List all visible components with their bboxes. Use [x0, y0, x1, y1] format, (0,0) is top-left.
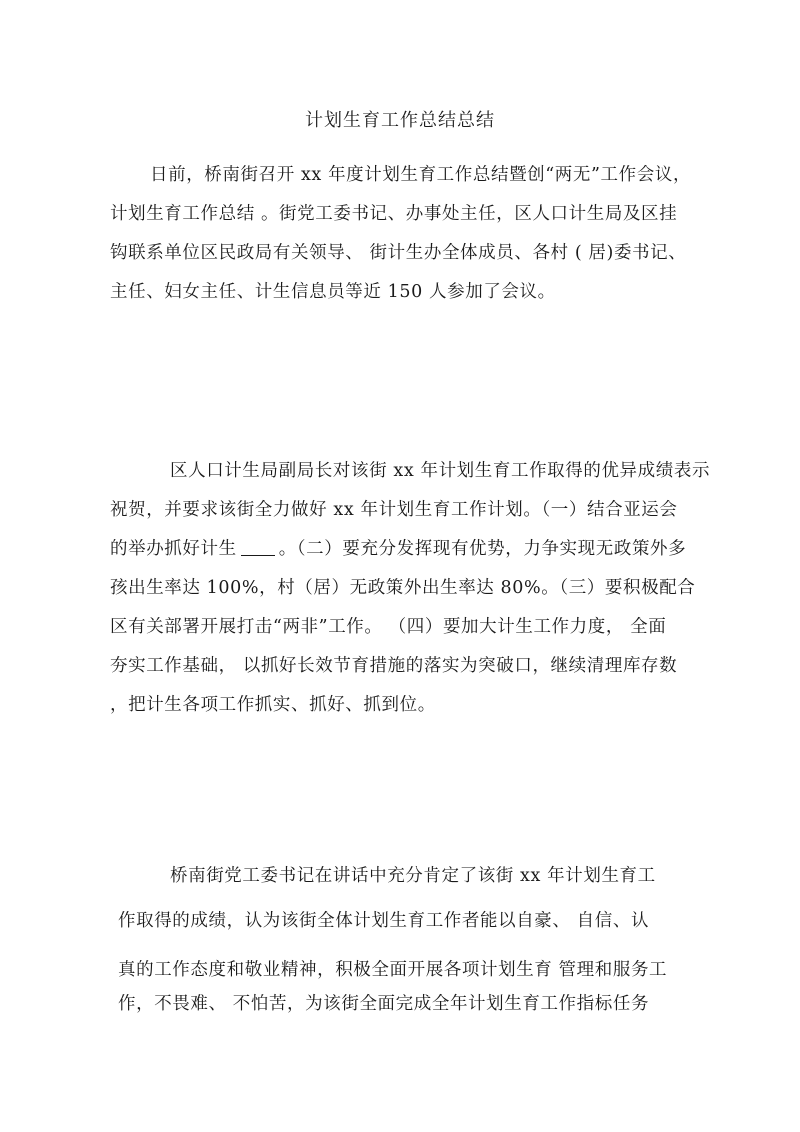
text-line: [110, 535, 686, 563]
text-line: 主任、妇女主任、计生信息员等近 150 人参加了会议。: [110, 282, 556, 302]
text-line: 祝贺，并要求该街全力做好 xx 年计划生育工作计划。（一）结合亚运会: [110, 500, 678, 520]
text-line: 作取得的成绩，认为该街全体计划生育工作者能以自豪、 自信、认: [118, 911, 650, 931]
text-line: 孩出生率达 100%，村（居）无政策外出生率达 80%。（三）要积极配合: [110, 578, 696, 598]
fill-in-blank: [241, 537, 275, 556]
text-segment: 的举办抓好计生: [110, 539, 237, 559]
text-segment: 。（二）要充分发挥现有优势，力争实现无政策外多: [278, 539, 687, 559]
text-line: 计划生育工作总结 。街党工委书记、办事处主任，区人口计生局及区挂: [110, 204, 678, 224]
text-line: 日前，桥南街召开 xx 年度计划生育工作总结暨创“两无”工作会议，: [150, 165, 692, 185]
text-line: 作，不畏难、 不怕苦，为该街全面完成全年计划生育工作指标任务: [118, 994, 650, 1014]
text-line: 桥南街党工委书记在讲话中充分肯定了该街 xx 年计划生育工: [170, 866, 656, 886]
text-line: 真的工作态度和敬业精神，积极全面开展各项计划生育 管理和服务工: [118, 960, 668, 980]
text-line: 夯实工作基础， 以抓好长效节育措施的落实为突破口，继续清理库存数: [110, 656, 678, 676]
text-line: 区有关部署开展打击“两非”工作。 （四）要加大计生工作力度， 全面: [110, 617, 667, 637]
text-line: 区人口计生局副局长对该街 xx 年计划生育工作取得的优异成绩表示: [170, 461, 711, 481]
text-line: 钩联系单位区民政局有关领导、 街计生办全体成员、各村 ( 居)委书记、: [110, 243, 687, 263]
document-title: 计划生育工作总结总结: [305, 110, 495, 131]
text-line: ，把计生各项工作抓实、抓好、抓到位。: [110, 695, 436, 715]
